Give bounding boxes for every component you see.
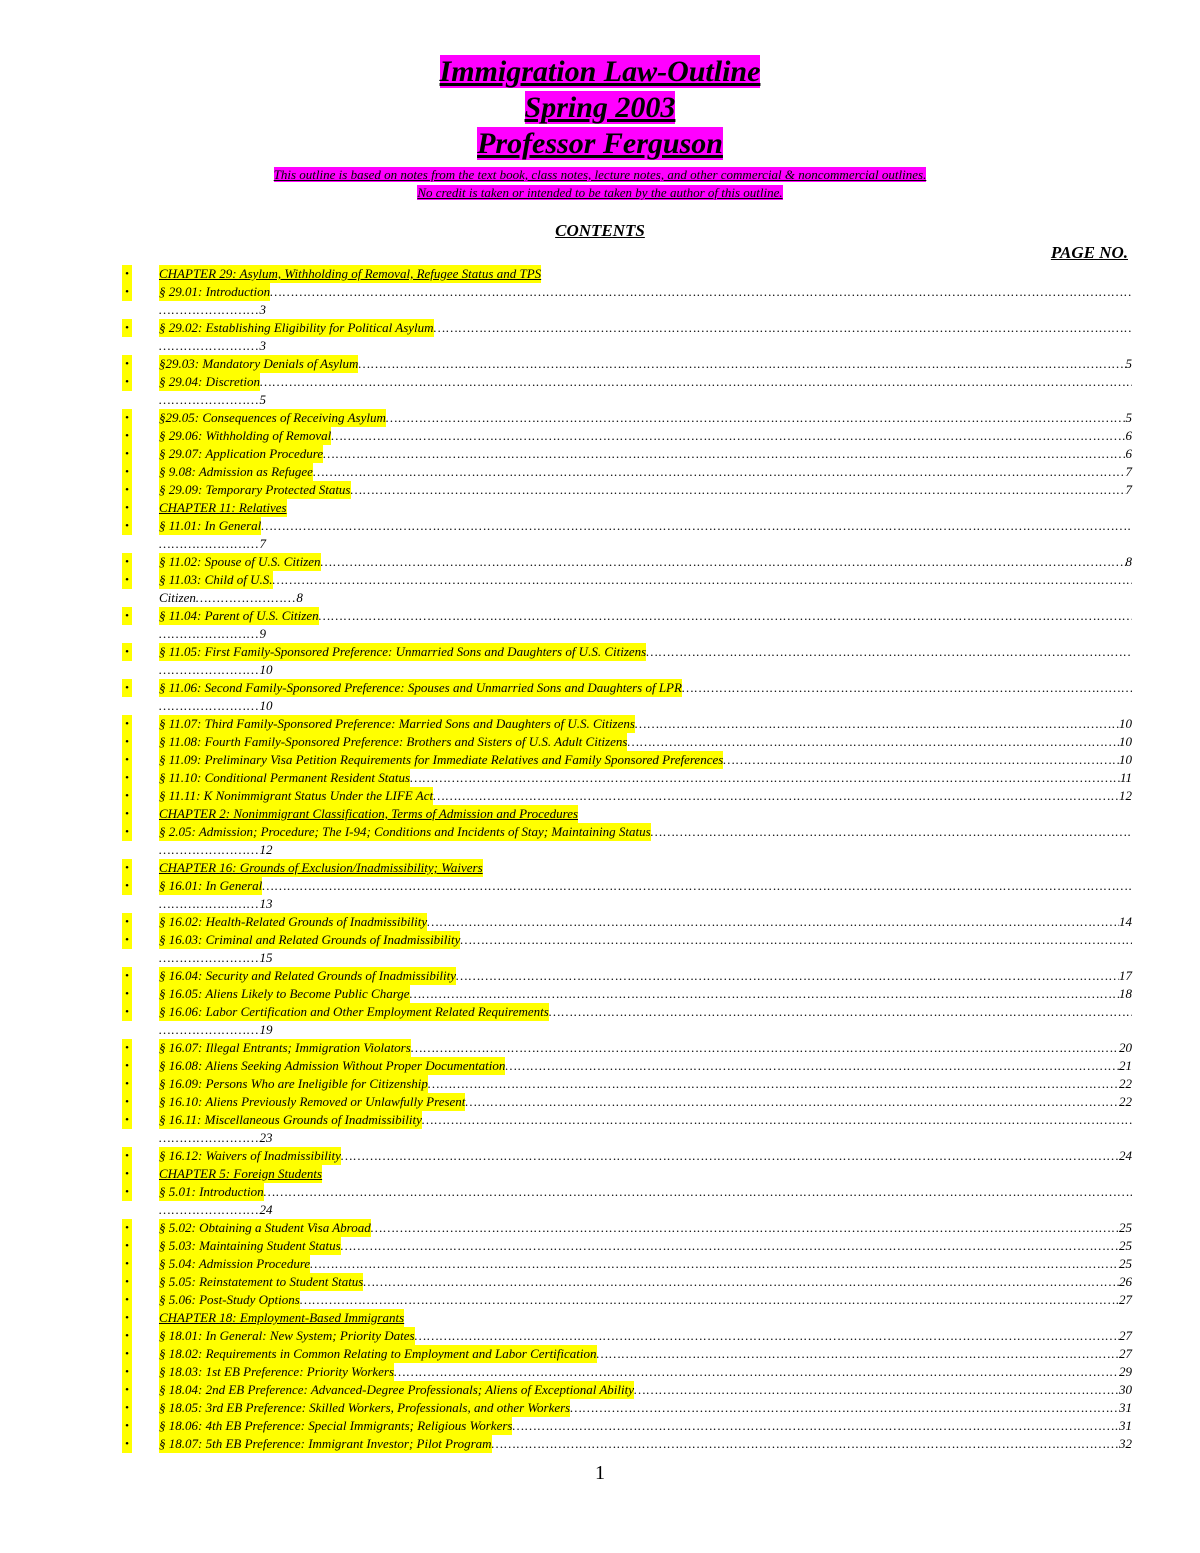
bullet-icon: • (122, 607, 132, 625)
toc-wrapped-line (159, 949, 1132, 967)
toc-section-row (122, 1417, 1132, 1435)
toc-page-number: 23 (259, 1130, 273, 1145)
leader-dots (270, 283, 1132, 301)
bullet-icon: • (122, 751, 132, 769)
bullet-icon: • (122, 1273, 132, 1291)
toc-page-number: 7 (1125, 482, 1132, 497)
toc-wrapped-line (159, 625, 1132, 643)
toc-page-number: 5 (1125, 410, 1132, 425)
bullet-icon: • (122, 787, 132, 805)
toc-section-row (122, 571, 1132, 607)
toc-page-number: 24 (1119, 1148, 1132, 1163)
toc-chapter-title: CHAPTER 16: Grounds of Exclusion/Inadmissibility; Waivers (159, 860, 483, 875)
bullet-icon: • (122, 823, 132, 841)
leader-dots (460, 931, 1132, 949)
leader-dots (634, 1381, 1119, 1399)
leader-dots (411, 1039, 1119, 1057)
toc-wrapped-line (159, 589, 1132, 607)
leader-dots (159, 302, 259, 317)
toc-section-row (122, 1147, 1132, 1165)
leader-dots (410, 985, 1119, 1003)
toc-section-title: § 16.03: Criminal and Related Grounds of Inadmissibility (159, 932, 461, 947)
leader-dots (512, 1417, 1119, 1435)
toc-section-title: § 18.02: Requirements in Common Relating to Employment and Labor Certification (159, 1346, 597, 1361)
leader-dots (646, 643, 1132, 661)
toc-section-title: § 16.11: Miscellaneous Grounds of Inadmissibility (159, 1112, 422, 1127)
toc-section-row (122, 1093, 1132, 1111)
bullet-icon: • (122, 499, 132, 517)
toc-chapter-title: CHAPTER 2: Nonimmigrant Classification, Terms of Admission and Procedures (159, 806, 579, 821)
bullet-icon: • (122, 733, 132, 751)
toc-wrapped-line (159, 1129, 1132, 1147)
bullet-icon: • (122, 1363, 132, 1381)
toc-page-number: 12 (259, 842, 273, 857)
toc-chapter-row (122, 805, 1132, 823)
leader-dots (310, 1255, 1119, 1273)
leader-dots (433, 787, 1119, 805)
toc-section-title: § 16.10: Aliens Previously Removed or Unlawfully Present (159, 1094, 466, 1109)
leader-dots (323, 445, 1125, 463)
toc-chapter-row (122, 265, 1132, 283)
bullet-icon: • (122, 1255, 132, 1273)
table-of-contents (122, 265, 1132, 1453)
leader-dots (723, 751, 1119, 769)
toc-page-number: 24 (259, 1202, 273, 1217)
toc-page-number: 13 (259, 896, 273, 911)
toc-section-row (122, 1381, 1132, 1399)
toc-section-title: § 9.08: Admission as Refugee (159, 464, 313, 479)
toc-page-number: 5 (259, 392, 266, 407)
toc-page-number: 8 (296, 590, 303, 605)
toc-section-row (122, 319, 1132, 355)
leader-dots (159, 338, 259, 353)
bullet-icon: • (122, 571, 132, 589)
toc-chapter-title: CHAPTER 18: Employment-Based Immigrants (159, 1310, 405, 1325)
bullet-icon: • (122, 715, 132, 733)
leader-dots (627, 733, 1119, 751)
toc-section-row (122, 913, 1132, 931)
toc-section-row (122, 1219, 1132, 1237)
leader-dots (159, 1022, 259, 1037)
toc-section-title: § 18.05: 3rd EB Preference: Skilled Workers, Professionals, and other Workers (159, 1400, 571, 1415)
bullet-icon: • (122, 877, 132, 895)
toc-section-row (122, 733, 1132, 751)
leader-dots (159, 698, 259, 713)
leader-dots (159, 662, 259, 677)
toc-section-row (122, 409, 1132, 427)
leader-dots (358, 355, 1125, 373)
leader-dots (264, 1183, 1132, 1201)
toc-wrapped-line (159, 337, 1132, 355)
toc-section-row (122, 355, 1132, 373)
leader-dots (331, 427, 1125, 445)
bullet-icon: • (122, 985, 132, 1003)
bullet-icon: • (122, 967, 132, 985)
disclaimer-line-2: No credit is taken or intended to be taken by the author of this outline. (417, 185, 783, 200)
bullet-icon: • (122, 283, 132, 301)
toc-section-title: § 16.01: In General (159, 878, 263, 893)
leader-dots (428, 1075, 1119, 1093)
toc-section-title: § 18.03: 1st EB Preference: Priority Workers (159, 1364, 395, 1379)
toc-section-row (122, 1075, 1132, 1093)
bullet-icon: • (122, 1399, 132, 1417)
toc-section-title: § 5.05: Reinstatement to Student Status (159, 1274, 364, 1289)
toc-section-row (122, 283, 1132, 319)
toc-section-title: § 16.05: Aliens Likely to Become Public Charge (159, 986, 410, 1001)
page-no-heading: PAGE NO. (1050, 243, 1128, 262)
bullet-icon: • (122, 1327, 132, 1345)
toc-section-row (122, 1057, 1132, 1075)
toc-section-row (122, 445, 1132, 463)
toc-chapter-title: CHAPTER 29: Asylum, Withholding of Removal, Refugee Status and TPS (159, 266, 542, 281)
leader-dots (319, 607, 1132, 625)
toc-page-number: 21 (1119, 1058, 1132, 1073)
bullet-icon: • (122, 1075, 132, 1093)
leader-dots (261, 517, 1132, 535)
bullet-icon: • (122, 265, 132, 283)
page-number: 1 (595, 1462, 605, 1484)
toc-section-title: § 29.04: Discretion (159, 374, 260, 389)
bullet-icon: • (122, 859, 132, 877)
toc-section-row (122, 1327, 1132, 1345)
toc-page-number: 12 (1119, 788, 1132, 803)
toc-page-number: 26 (1119, 1274, 1132, 1289)
toc-page-number: 10 (259, 662, 273, 677)
toc-page-number: 3 (259, 302, 266, 317)
toc-page-number: 25 (1119, 1256, 1132, 1271)
toc-wrapped-line (159, 841, 1132, 859)
toc-wrapped-line (159, 301, 1132, 319)
toc-section-title: § 16.02: Health-Related Grounds of Inadmissibility (159, 914, 428, 929)
leader-dots (159, 392, 259, 407)
bullet-icon: • (122, 355, 132, 373)
toc-section-title: § 16.04: Security and Related Grounds of Inadmissibility (159, 968, 457, 983)
bullet-icon: • (122, 805, 132, 823)
toc-section-title: § 11.10: Conditional Permanent Resident Status (159, 770, 411, 785)
toc-page-number: 11 (1119, 770, 1132, 785)
toc-page-number: 18 (1119, 986, 1132, 1001)
toc-section-title: § 29.07: Application Procedure (159, 446, 324, 461)
bullet-icon: • (122, 1003, 132, 1021)
toc-section-title: § 2.05: Admission; Procedure; The I-94; Conditions and Incidents of Stay; Maintaining Status (159, 824, 651, 839)
bullet-icon: • (122, 913, 132, 931)
toc-chapter-row (122, 1309, 1132, 1327)
bullet-icon: • (122, 463, 132, 481)
bullet-icon: • (122, 553, 132, 571)
toc-section-row (122, 427, 1132, 445)
toc-page-number: 14 (1119, 914, 1132, 929)
toc-page-number: 15 (259, 950, 273, 965)
document-title: Immigration Law-Outline (439, 55, 761, 88)
toc-wrapped-line (159, 1201, 1132, 1219)
toc-section-title: § 11.11: K Nonimmigrant Status Under the LIFE Act (159, 788, 434, 803)
toc-page-number: 27 (1119, 1328, 1132, 1343)
toc-section-title: § 18.01: In General: New System; Priority Dates (159, 1328, 415, 1343)
toc-section-title: § 5.04: Admission Procedure (159, 1256, 311, 1271)
toc-section-title: § 11.09: Preliminary Visa Petition Requirements for Immediate Relatives and Family Sponsored Preferences (159, 752, 724, 767)
bullet-icon: • (122, 1147, 132, 1165)
toc-section-title: § 18.06: 4th EB Preference: Special Immigrants; Religious Workers (159, 1418, 513, 1433)
toc-section-title: § 18.04: 2nd EB Preference: Advanced-Degree Professionals; Aliens of Exceptional Ability (159, 1382, 634, 1397)
leader-dots (351, 481, 1126, 499)
toc-section-row (122, 1399, 1132, 1417)
toc-page-number: 8 (1125, 554, 1132, 569)
leader-dots (341, 1147, 1119, 1165)
leader-dots (313, 463, 1126, 481)
toc-wrapped-line (159, 391, 1132, 409)
toc-section-row (122, 751, 1132, 769)
toc-section-row (122, 643, 1132, 679)
leader-dots (422, 1111, 1132, 1129)
toc-section-row (122, 1255, 1132, 1273)
leader-dots (341, 1237, 1119, 1255)
toc-section-title: § 5.02: Obtaining a Student Visa Abroad (159, 1220, 371, 1235)
toc-section-title: § 11.03: Child of U.S. (159, 572, 273, 587)
toc-page-number: 10 (1119, 734, 1132, 749)
toc-section-title: § 18.07: 5th EB Preference: Immigrant Investor; Pilot Program (159, 1436, 492, 1451)
toc-wrapped-line (159, 697, 1132, 715)
toc-wrapped-line (159, 895, 1132, 913)
contents-heading: CONTENTS (555, 221, 645, 240)
leader-dots (394, 1363, 1119, 1381)
toc-section-title: § 11.02: Spouse of U.S. Citizen (159, 554, 321, 569)
toc-section-title: § 11.04: Parent of U.S. Citizen (159, 608, 319, 623)
leader-dots (159, 896, 259, 911)
toc-page-number: 7 (1125, 464, 1132, 479)
toc-page-number: 22 (1119, 1094, 1132, 1109)
bullet-icon: • (122, 481, 132, 499)
toc-chapter-row (122, 859, 1132, 877)
toc-page-number: 9 (259, 626, 266, 641)
bullet-icon: • (122, 1237, 132, 1255)
toc-page-number: 17 (1119, 968, 1132, 983)
leader-dots (321, 553, 1126, 571)
toc-section-title: § 5.03: Maintaining Student Status (159, 1238, 341, 1253)
toc-section-title: § 16.09: Persons Who are Ineligible for Citizenship (159, 1076, 428, 1091)
bullet-icon: • (122, 373, 132, 391)
toc-page-number: 10 (259, 698, 273, 713)
toc-section-row (122, 607, 1132, 643)
toc-section-title: § 29.06: Withholding of Removal (159, 428, 332, 443)
toc-section-title: §29.05: Consequences of Receiving Asylum (159, 410, 386, 425)
toc-section-title: § 11.08: Fourth Family-Sponsored Preference: Brothers and Sisters of U.S. Adult Citizens (159, 734, 628, 749)
toc-chapter-title: CHAPTER 5: Foreign Students (159, 1166, 323, 1181)
leader-dots (159, 950, 259, 965)
bullet-icon: • (122, 1219, 132, 1237)
bullet-icon: • (122, 1057, 132, 1075)
toc-page-number: 22 (1119, 1076, 1132, 1091)
toc-page-number: 10 (1119, 752, 1132, 767)
toc-page-number: 32 (1119, 1436, 1132, 1451)
toc-section-title: § 11.01: In General (159, 518, 262, 533)
bullet-icon: • (122, 427, 132, 445)
toc-section-title: § 11.05: First Family-Sponsored Preference: Unmarried Sons and Daughters of U.S. Citizens (159, 644, 647, 659)
bullet-icon: • (122, 1183, 132, 1201)
toc-page-number: 25 (1119, 1220, 1132, 1235)
toc-section-row (122, 985, 1132, 1003)
toc-section-row (122, 1435, 1132, 1453)
leader-dots (300, 1291, 1119, 1309)
bullet-icon: • (122, 1417, 132, 1435)
leader-dots (415, 1327, 1119, 1345)
leader-dots (196, 590, 296, 605)
disclaimer-line-1: This outline is based on notes from the text book, class notes, lecture notes, and other commercial & noncommercial outlines. (273, 167, 927, 182)
bullet-icon: • (122, 1309, 132, 1327)
toc-page-number: 27 (1119, 1292, 1132, 1307)
toc-section-title: § 16.12: Waivers of Inadmissibility (159, 1148, 341, 1163)
bullet-icon: • (122, 1435, 132, 1453)
toc-page-number: 20 (1119, 1040, 1132, 1055)
toc-wrapped-line (159, 661, 1132, 679)
toc-section-title: § 29.01: Introduction (159, 284, 271, 299)
toc-page-number: 10 (1119, 716, 1132, 731)
toc-section-row (122, 967, 1132, 985)
toc-section-row (122, 517, 1132, 553)
leader-dots (159, 536, 259, 551)
leader-dots (597, 1345, 1119, 1363)
toc-chapter-row (122, 1165, 1132, 1183)
bullet-icon: • (122, 445, 132, 463)
toc-section-title: § 5.06: Post-Study Options (159, 1292, 300, 1307)
leader-dots (159, 842, 259, 857)
bullet-icon: • (122, 1093, 132, 1111)
toc-section-row (122, 1345, 1132, 1363)
leader-dots (262, 877, 1132, 895)
bullet-icon: • (122, 319, 132, 337)
toc-section-title: § 16.06: Labor Certification and Other Employment Related Requirements (159, 1004, 549, 1019)
bullet-icon: • (122, 1111, 132, 1129)
leader-dots (492, 1435, 1119, 1453)
toc-page-number: 7 (259, 536, 266, 551)
toc-section-row (122, 931, 1132, 967)
toc-page-number: 27 (1119, 1346, 1132, 1361)
bullet-icon: • (122, 517, 132, 535)
leader-dots (427, 913, 1119, 931)
leader-dots (273, 571, 1132, 589)
toc-section-row (122, 1291, 1132, 1309)
leader-dots (682, 679, 1132, 697)
toc-section-row (122, 1111, 1132, 1147)
toc-wrapped-line (159, 1021, 1132, 1039)
toc-page-number: 31 (1119, 1418, 1132, 1433)
toc-page-number: 30 (1119, 1382, 1132, 1397)
toc-section-row (122, 553, 1132, 571)
leader-dots (651, 823, 1132, 841)
toc-page-number: 3 (259, 338, 266, 353)
toc-page-number: 31 (1119, 1400, 1132, 1415)
toc-section-row (122, 1363, 1132, 1381)
leader-dots (434, 319, 1132, 337)
toc-section-title: § 29.02: Establishing Eligibility for Political Asylum (159, 320, 434, 335)
bullet-icon: • (122, 1039, 132, 1057)
bullet-icon: • (122, 1381, 132, 1399)
toc-section-title: § 11.06: Second Family-Sponsored Preference: Spouses and Unmarried Sons and Daughters of LPR (159, 680, 682, 695)
toc-section-row (122, 679, 1132, 715)
bullet-icon: • (122, 1165, 132, 1183)
toc-section-title: §29.03: Mandatory Denials of Asylum (159, 356, 359, 371)
document-professor: Professor Ferguson (477, 127, 723, 160)
leader-dots (456, 967, 1119, 985)
toc-section-row (122, 769, 1132, 787)
leader-dots (410, 769, 1120, 787)
toc-page-number: 29 (1119, 1364, 1132, 1379)
toc-section-row (122, 1273, 1132, 1291)
leader-dots (570, 1399, 1119, 1417)
toc-section-row (122, 823, 1132, 859)
leader-dots (465, 1093, 1119, 1111)
toc-section-title: § 29.09: Temporary Protected Status (159, 482, 351, 497)
bullet-icon: • (122, 679, 132, 697)
toc-section-row (122, 463, 1132, 481)
leader-dots (386, 409, 1126, 427)
toc-section-row (122, 877, 1132, 913)
toc-section-row (122, 1003, 1132, 1039)
toc-page-number: 25 (1119, 1238, 1132, 1253)
leader-dots (260, 373, 1132, 391)
toc-section-row (122, 1039, 1132, 1057)
bullet-icon: • (122, 769, 132, 787)
bullet-icon: • (122, 409, 132, 427)
toc-section-row (122, 715, 1132, 733)
leader-dots (549, 1003, 1132, 1021)
leader-dots (635, 715, 1119, 733)
toc-section-row (122, 481, 1132, 499)
bullet-icon: • (122, 1291, 132, 1309)
toc-section-title: § 5.01: Introduction (159, 1184, 264, 1199)
bullet-icon: • (122, 643, 132, 661)
toc-section-title: § 16.07: Illegal Entrants; Immigration Violators (159, 1040, 411, 1055)
bullet-icon: • (122, 931, 132, 949)
title-block (0, 54, 1200, 202)
toc-page-number: 19 (259, 1022, 273, 1037)
toc-chapter-row (122, 499, 1132, 517)
leader-dots (505, 1057, 1119, 1075)
toc-section-title: § 11.07: Third Family-Sponsored Preference: Married Sons and Daughters of U.S. Citizens (159, 716, 635, 731)
toc-page-number: 6 (1125, 446, 1132, 461)
toc-page-number: 6 (1125, 428, 1132, 443)
leader-dots (363, 1273, 1119, 1291)
toc-section-row (122, 787, 1132, 805)
toc-continued-text: Citizen (159, 590, 196, 605)
toc-section-title: § 16.08: Aliens Seeking Admission Without Proper Documentation (159, 1058, 506, 1073)
toc-section-row (122, 373, 1132, 409)
bullet-icon: • (122, 1345, 132, 1363)
toc-section-row (122, 1183, 1132, 1219)
document-term: Spring 2003 (524, 91, 676, 124)
toc-page-number: 5 (1125, 356, 1132, 371)
leader-dots (159, 626, 259, 641)
leader-dots (159, 1202, 259, 1217)
leader-dots (159, 1130, 259, 1145)
leader-dots (371, 1219, 1119, 1237)
toc-chapter-title: CHAPTER 11: Relatives (159, 500, 287, 515)
toc-section-row (122, 1237, 1132, 1255)
toc-wrapped-line (159, 535, 1132, 553)
